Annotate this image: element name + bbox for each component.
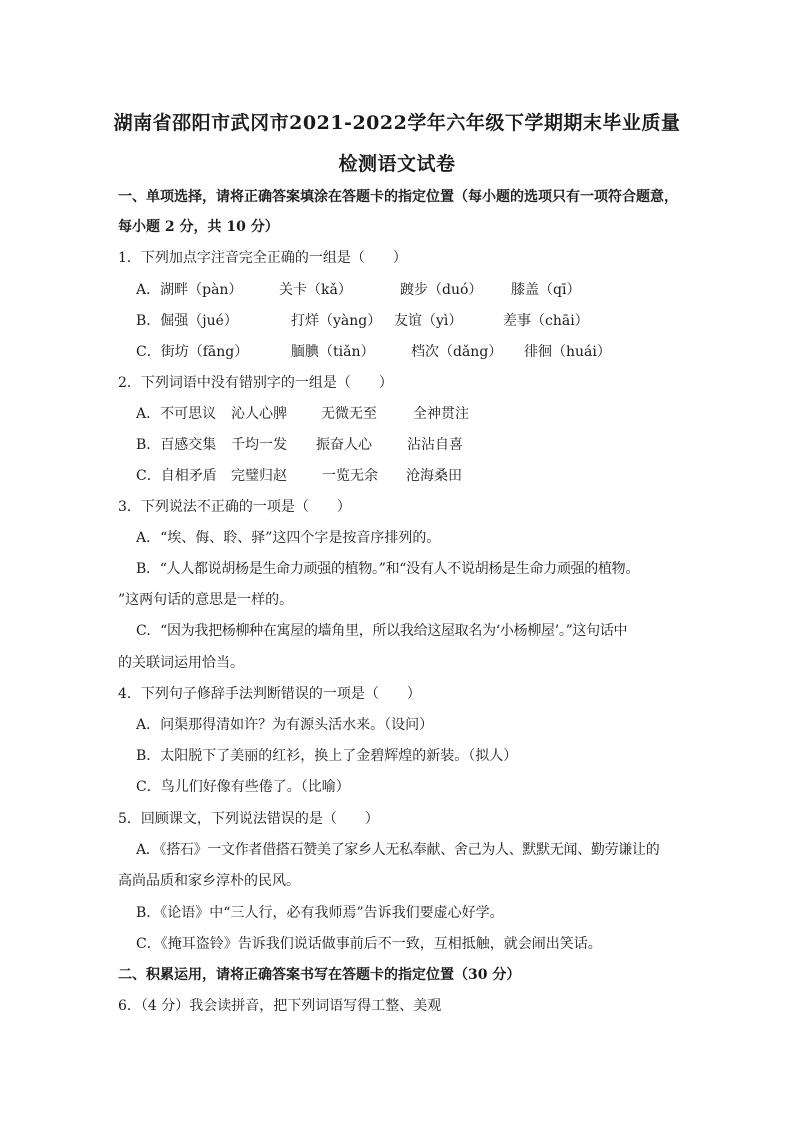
q1-option-a-1: A．湖畔（pàn）	[136, 282, 243, 298]
q1-option-b-2: 打烊（yàng）	[291, 313, 382, 329]
q1-option-a-3: 踱步（duó）	[400, 282, 483, 298]
q2-option-a-1: A．不可思议	[136, 406, 217, 422]
q3-option-a: A．“埃、侮、聆、驿”这四个字是按音序排列的。	[136, 530, 441, 546]
q1-stem: 1．下列加点字注音完全正确的一组是（ ）	[118, 250, 407, 266]
q4-option-a: A．问渠那得清如许？为有源头活水来。（设问）	[136, 717, 434, 733]
q1-option-c-4: 徘徊（huái）	[524, 344, 611, 360]
q6-stem: 6．（4 分）我会读拼音，把下列词语写得工整、美观	[118, 998, 442, 1014]
q4-option-b: B．太阳脱下了美丽的红衫，换上了金碧辉煌的新装。（拟人）	[136, 748, 518, 764]
q3-option-b-line2: ”这两句话的意思是一样的。	[118, 592, 294, 608]
section1-heading-line1: 一、单项选择，请将正确答案填涂在答题卡的指定位置（每小题的选项只有一项符合题意，	[118, 189, 678, 205]
q3-stem: 3．下列说法不正确的一项是（ ）	[118, 499, 351, 515]
q2-option-a-3: 无微无至	[321, 406, 377, 422]
q2-option-c-3: 一览无余	[322, 468, 378, 484]
q2-option-a-4: 全神贯注	[413, 406, 469, 422]
section1-heading-line2: 每小题 2 分，共 10 分）	[118, 219, 279, 235]
section2-heading: 二、积累运用，请将正确答案书写在答题卡的指定位置（30 分）	[118, 967, 521, 983]
q2-option-b-2: 千均一发	[231, 437, 287, 453]
q3-option-c-line2: 的关联词运用恰当。	[118, 655, 244, 671]
q3-option-c-line1: C．“因为我把杨柳种在寓屋的墙角里，所以我给这屋取名为‘小杨柳屋’。”这句话中	[136, 623, 628, 639]
q1-option-c-3: 档次（dǎng）	[411, 344, 503, 360]
q2-option-c-2: 完璧归赵	[231, 468, 287, 484]
q2-option-c-1: C．自相矛盾	[136, 468, 217, 484]
q2-stem: 2．下列词语中没有错别字的一组是（ ）	[118, 375, 393, 391]
q5-stem: 5．回顾课文，下列说法错误的是（ ）	[118, 811, 379, 827]
q4-option-c: C．鸟儿们好像有些倦了。（比喻）	[136, 779, 350, 795]
q1-option-a-2: 关卡（kǎ）	[279, 282, 352, 298]
q5-option-b: B．《论语》中“三人行，必有我师焉”告诉我们要虚心好学。	[136, 905, 504, 921]
exam-title-line2: 检测语文试卷	[338, 153, 456, 175]
q1-option-a-4: 膝盖（qī）	[511, 282, 581, 298]
q1-option-c-1: C．街坊（fāng）	[136, 344, 249, 360]
q2-option-b-4: 沾沾自喜	[407, 437, 463, 453]
q5-option-c: C．《掩耳盗铃》告诉我们说话做事前后不一致，互相抵触，就会闹出笑话。	[136, 936, 602, 952]
q4-stem: 4．下列句子修辞手法判断错误的一项是（ ）	[118, 686, 421, 702]
q1-option-b-3: 友谊（yì）	[394, 313, 463, 329]
q2-option-b-3: 振奋人心	[316, 437, 372, 453]
q5-option-a-line2: 高尚品质和家乡淳朴的民风。	[118, 873, 300, 889]
q2-option-b-1: B．百感交集	[136, 437, 217, 453]
q1-option-c-2: 腼腆（tiǎn）	[291, 344, 375, 360]
q2-option-c-4: 沧海桑田	[406, 468, 462, 484]
q1-option-b-1: B．倔强（jué）	[136, 313, 238, 329]
q5-option-a-line1: A．《搭石》一文作者借搭石赞美了家乡人无私奉献、舍己为人、默默无闻、勤劳谦让的	[136, 842, 660, 858]
q2-option-a-2: 沁人心脾	[231, 406, 287, 422]
q1-option-b-4: 差事（chāi）	[503, 313, 589, 329]
q3-option-b-line1: B．“人人都说胡杨是生命力顽强的植物。”和“没有人不说胡杨是生命力顽强的植物。	[136, 561, 640, 577]
exam-title-line1: 湖南省邵阳市武冈市2021-2022学年六年级下学期期末毕业质量	[113, 112, 681, 134]
